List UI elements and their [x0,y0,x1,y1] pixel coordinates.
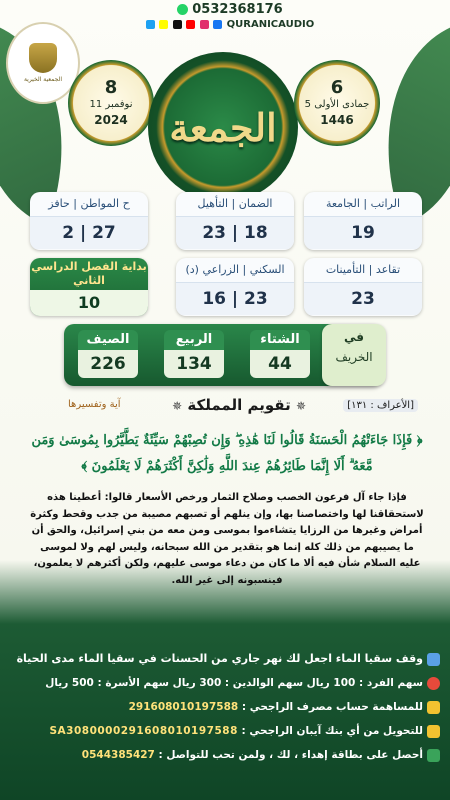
card-value: 2 | 27 [30,217,148,249]
card-label: ح المواطن | حافز [30,192,148,217]
footer-row-iban [8,721,440,741]
verse-reference: [الأعراف : ١٣١] [343,399,418,412]
card-citizen-account [30,192,148,250]
hijri-day: 6 [330,77,344,98]
footer-row3-label: للمساهمة حساب مصرف الراجحي : [241,701,423,713]
card-housing-agriculture [176,258,294,316]
logo-caption: الجمعية الخيرية [23,76,63,83]
card-salary-university [304,192,422,250]
gregorian-year: 2024 [94,113,128,127]
hijri-month: جمادى الأولى 5 [304,99,370,110]
autumn-line2: الخريف [335,350,373,364]
phone-number[interactable] [140,2,320,17]
season-label: الشتاء [250,330,310,350]
season-winter [250,330,310,382]
target-icon [427,677,440,690]
tiktok-icon [173,20,182,29]
building-icon [427,653,440,666]
card-label: الراتب | الجامعة [304,192,422,217]
social-handle: QURANICAUDIO [226,19,315,30]
social-links[interactable] [140,19,320,30]
season-label: الربيع [164,330,224,350]
card-value: 19 [304,217,422,249]
card-value: 16 | 23 [176,283,294,315]
section-title-row [172,396,306,414]
footer-donation [0,645,450,800]
footer-row5-label: أحصل على بطاقة إهداء ، لك ، ولمن تحب للتواصل : [158,749,423,761]
section-title: تقويم المملكة [187,396,291,414]
card-icon [427,701,440,714]
footer-row1-text: وقف سقيا الماء اجعل لك نهر جاري من الحسنات في سقيا الماء مدى الحياة [16,652,423,665]
phone-text: 0532368176 [192,2,283,17]
account-number[interactable]: 291608010197588 [128,701,239,713]
whatsapp-icon [177,4,188,15]
contact-number[interactable]: 0544385427 [81,749,155,761]
card-semester-start [30,258,148,316]
card-social-security [176,192,294,250]
gregorian-day: 8 [104,77,118,98]
star-icon: ✵ [295,399,306,413]
card-label: بداية الفصل الدراسي الثاني [31,260,147,287]
card-pension [304,258,422,316]
season-autumn [322,324,386,386]
weekday-name: الجمعة [169,104,277,150]
weekday-badge [148,52,298,202]
hijri-year: 1446 [320,113,354,127]
gregorian-month: نوفمبر 11 [89,99,133,110]
season-value: 44 [250,350,310,378]
youtube-icon [186,20,195,29]
footer-row-waqf [8,649,440,669]
verse-tag: آية وتفسيرها [68,399,121,410]
card-value: 23 [304,283,422,315]
footer-row-contact [8,745,440,765]
quran-verse: ﴿ فَإِذَا جَاءَتْهُمُ الْحَسَنَةُ قَالُوا لَنَا هَٰذِهِ ۖ وَإِن تُصِبْهُمْ سَيِّئَةٌ يَطَّيَّرُوا بِمُوسَىٰ وَمَن مَّعَهُ ۗ أَلَا إِنَّمَا طَائِرُهُمْ عِندَ اللَّهِ وَلَٰكِنَّ أَكْثَرَهُمْ لَا يَعْلَمُونَ ﴾ [31,433,423,474]
card-value: 10 [30,290,148,316]
card-label: الضمان | التأهيل [176,192,294,217]
card-label: تقاعد | التأمينات [304,258,422,283]
card-label: (د) السكني | الزراعي [176,258,294,283]
gregorian-date-badge [68,60,154,146]
season-label: الصيف [78,330,138,350]
iban-number[interactable]: SA3080000291608010197588 [49,725,238,737]
gift-card-icon [427,749,440,762]
season-value: 226 [78,350,138,378]
instagram-icon [200,20,209,29]
contact-block [140,2,320,30]
season-spring [164,330,224,382]
header [0,0,450,200]
logo-mark-icon [29,43,57,73]
verse-tafsir: فإذا جاء آل فرعون الخصب وصلاح الثمار ورخص الأسعار قالوا: أعطينا هذه لاستحقاقنا لها واختصاصنا بها، وإن ينلهم أو تصبهم مصيبة من جدب وقحط وكثرة أمراض وغيرها من الرزايا يتشاءموا بموسى ومن معه من بني إسرائيل، والحق أن ما يصيبهم من ذلك كله إنما هو بتقدير من الله سبحانه، وليس لهم ولا لموسى عليه السلام شأن فيه ألا ما كان من دعاء موسى عليهم، ولكن أكثرهم لا يعلمون، فينسبونه إلى غير الله. [30,492,424,586]
footer-row4-label: للتحويل من أي بنك آيبان الراجحي : [241,725,423,737]
section-header [30,396,424,420]
season-summer [78,330,138,382]
card-icon [427,725,440,738]
season-value: 134 [164,350,224,378]
twitter-icon [146,20,155,29]
footer-row2-text: سهم الفرد : 100 ريال سهم الوالدين : 300 ريال سهم الأسرة : 500 ريال [45,677,423,689]
snapchat-icon [159,20,168,29]
footer-row-shares [8,673,440,693]
autumn-line1: في [344,330,364,344]
footer-row-account [8,697,440,717]
card-value: 23 | 18 [176,217,294,249]
facebook-icon [213,20,222,29]
star-icon: ✵ [172,399,183,413]
hijri-date-badge [294,60,380,146]
